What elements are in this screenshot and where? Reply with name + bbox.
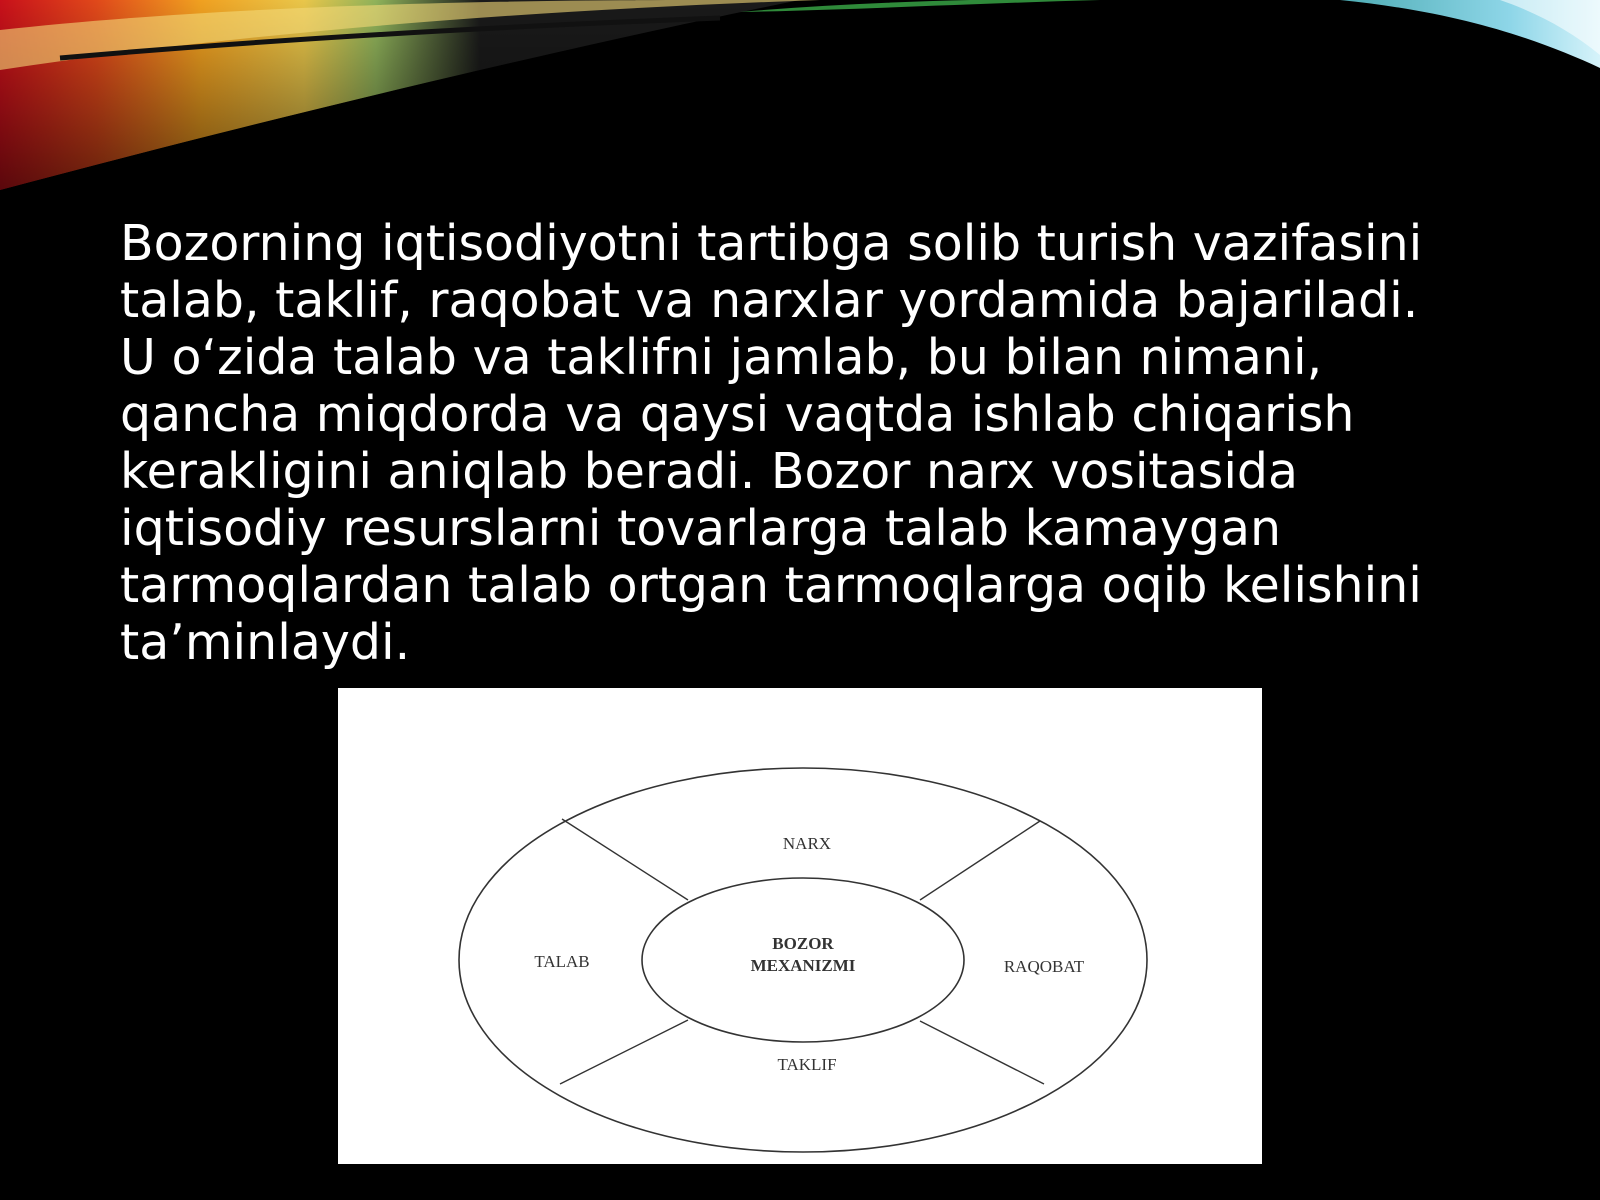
label-talab: TALAB (534, 952, 590, 971)
divider-bottom-left (560, 1020, 688, 1084)
label-taklif: TAKLIF (777, 1055, 837, 1074)
divider-top-right (920, 821, 1040, 900)
diagram-canvas (338, 688, 1262, 1164)
label-center-mexanizmi: MEXANIZMI (750, 956, 856, 975)
label-raqobat: RAQOBAT (1003, 957, 1085, 976)
divider-top-left (562, 819, 688, 900)
divider-bottom-right (920, 1021, 1044, 1084)
label-narx: NARX (782, 834, 832, 853)
body-paragraph: Bozorning iqtisodiyotni tartibga solib turish vazifasini talab, taklif, raqobat va narxlar yordamida bajariladi. U o‘zida talab va taklifni jamlab, bu bilan nimani, qancha miqdorda va qaysi vaqtda ishlab chiqarish kerakligini aniqlab beradi. Bozor narx vositasida iqtisodiy resurslarni tovarlarga talab kamaygan tarmoqlardan talab ortgan tarmoqlarga oqib kelishini ta’minlaydi. (120, 215, 1423, 671)
decorative-swoosh (0, 0, 1600, 200)
market-mechanism-diagram (338, 688, 1262, 1164)
label-center-bozor: BOZOR (772, 934, 834, 953)
